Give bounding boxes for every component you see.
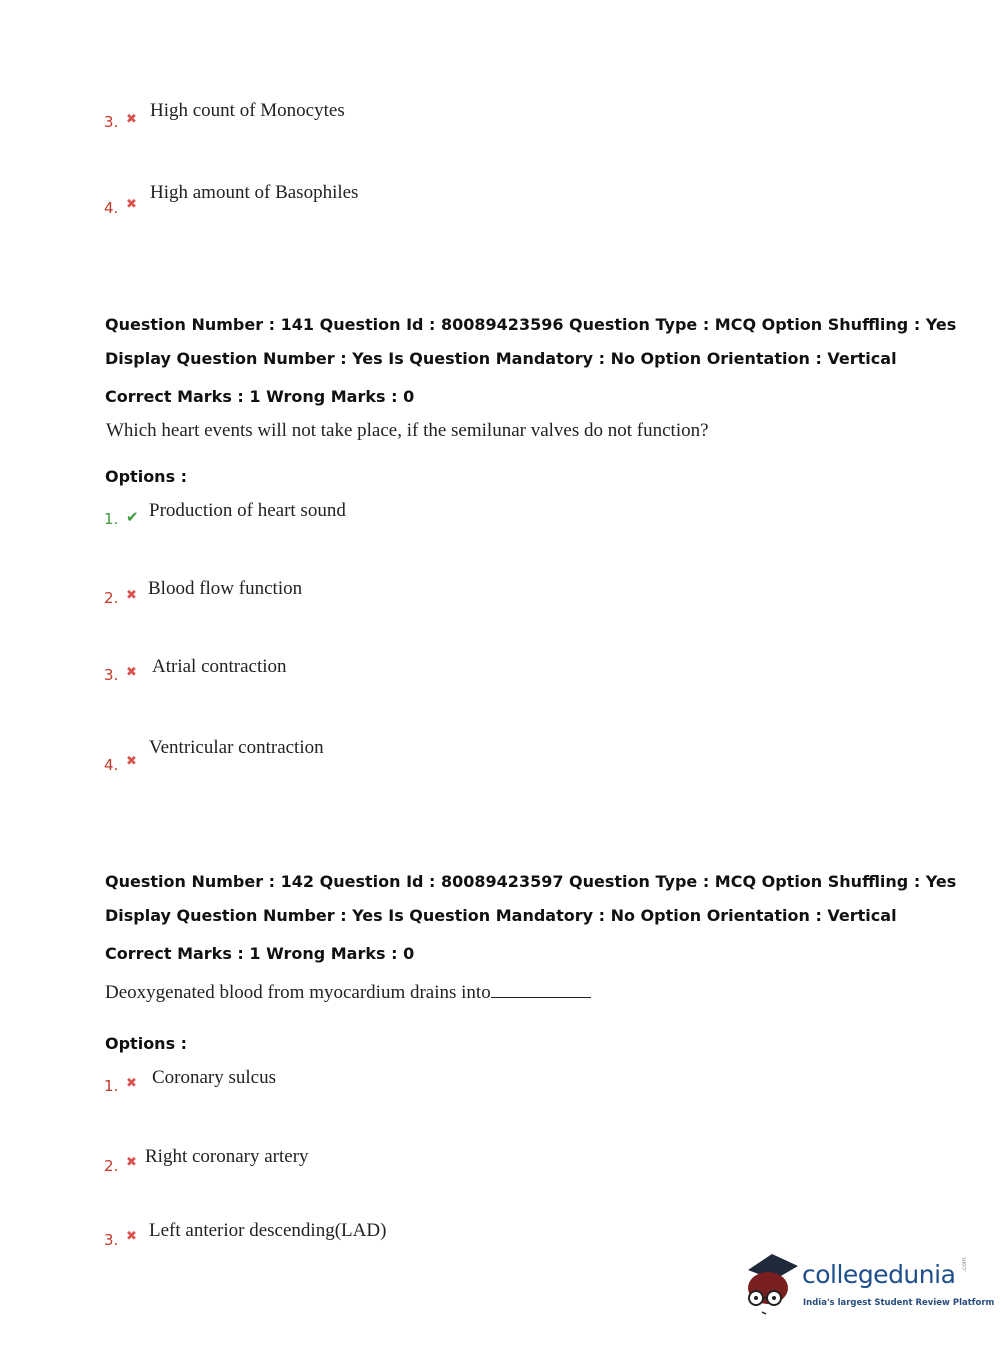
question-meta-line1: Question Number : 142 Question Id : 80089423597 Question Type : MCQ Option Shuffling : Yes [105,872,957,891]
option-number: 1. [104,1077,119,1095]
wrong-icon: ✖ [126,1076,137,1091]
mascot-icon [742,1248,802,1318]
wrong-icon: ✖ [126,1155,137,1170]
option-q140-3 [104,100,704,140]
option-number: 1. [104,510,119,528]
option-number: 3. [104,1231,119,1249]
question-meta-line2: Display Question Number : Yes Is Question Mandatory : No Option Orientation : Vertical [105,349,897,368]
question-marks: Correct Marks : 1 Wrong Marks : 0 [105,944,415,963]
brand-domain: .com [961,1257,968,1272]
question-text-content: Deoxygenated blood from myocardium drains into [105,982,491,1003]
brand-tagline: India's largest Student Review Platform [803,1298,995,1308]
option-text: Coronary sulcus [152,1067,277,1088]
question-meta-line2: Display Question Number : Yes Is Question Mandatory : No Option Orientation : Vertical [105,906,897,925]
wrong-icon: ✖ [126,754,137,769]
option-q142-3 [104,1220,704,1260]
question-text: Which heart events will not take place, if the semilunar valves do not function? [106,420,709,441]
option-q141-1 [104,500,704,540]
answer-blank [491,996,591,998]
wrong-icon: ✖ [126,1229,137,1244]
wrong-icon: ✖ [126,112,137,127]
wrong-icon: ✖ [126,197,137,212]
option-text: Right coronary artery [145,1146,309,1167]
question-text [105,982,591,1004]
option-text: Left anterior descending(LAD) [149,1220,387,1241]
option-q141-4 [104,737,704,777]
question-marks: Correct Marks : 1 Wrong Marks : 0 [105,387,415,406]
option-text: High amount of Basophiles [150,182,359,203]
option-text: Blood flow function [148,578,303,599]
option-number: 3. [104,666,119,684]
option-q142-2 [104,1146,704,1186]
wrong-icon: ✖ [126,665,137,680]
option-text: Production of heart sound [149,500,346,521]
option-q140-4 [104,182,704,222]
collegedunia-logo [742,1248,995,1318]
options-label: Options : [105,1034,188,1053]
option-text: Ventricular contraction [149,737,324,758]
option-q142-1 [104,1067,704,1107]
option-number: 2. [104,1157,119,1175]
option-q141-3 [104,656,704,696]
options-label: Options : [105,467,188,486]
check-icon: ✔ [126,508,139,526]
option-text: High count of Monocytes [150,100,345,121]
brand-name: collegedunia [802,1260,956,1289]
option-q141-2 [104,578,704,618]
option-number: 3. [104,113,119,131]
option-number: 4. [104,756,119,774]
option-number: 4. [104,199,119,217]
wrong-icon: ✖ [126,588,137,603]
option-text: Atrial contraction [152,656,287,677]
question-meta-line1: Question Number : 141 Question Id : 80089423596 Question Type : MCQ Option Shuffling : Yes [105,315,957,334]
option-number: 2. [104,589,119,607]
